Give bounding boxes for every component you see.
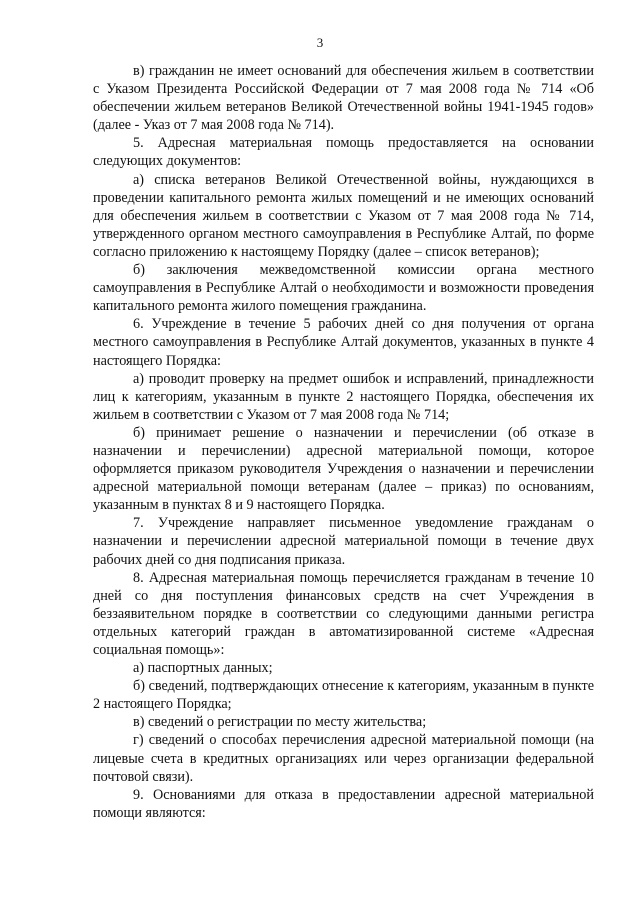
paragraph: б) заключения межведомственной комиссии органа местного самоуправления в Республике Алтай о необходимости и возможности проведения капитального ремонта жилого помещения гражданина. — [93, 262, 594, 315]
paragraph: в) гражданин не имеет оснований для обеспечения жильем в соответствии с Указом Президента Российской Федерации от 7 мая 2008 года № 714 «Об обеспечении жильем ветеранов Великой Отечественной войны 1941-1945 годов» (далее - Указ от 7 мая 2008 года № 714). — [93, 63, 594, 134]
page-number: 3 — [316, 35, 324, 50]
paragraph: а) паспортных данных; — [133, 660, 273, 677]
paragraph: б) сведений, подтверждающих отнесение к категориям, указанным в пункте 2 настоящего Порядка; — [93, 678, 594, 713]
paragraph: в) сведений о регистрации по месту жительства; — [133, 714, 427, 731]
paragraph: а) проводит проверку на предмет ошибок и исправлений, принадлежности лиц к категориям, указанным в пункте 2 настоящего Порядка, обеспечения их жильем в соответствии с Указом от 7 мая 2008 года № 714; — [93, 370, 594, 423]
paragraph: 5. Адресная материальная помощь предоставляется на основании следующих документов: — [93, 135, 594, 170]
paragraph: 9. Основаниями для отказа в предоставлении адресной материальной помощи являются: — [93, 786, 594, 821]
paragraph: б) принимает решение о назначении и перечислении (об отказе в назначении и перечислении) адресной материальной помощи, которое оформляется приказом руководителя Учреждения о назначении и перечислении адресной материальной помощи ветеранам (далее – приказ) по основаниям, указанным в пунктах 8 и 9 настоящего Порядка. — [93, 424, 594, 514]
paragraph: а) списка ветеранов Великой Отечественной войны, нуждающихся в проведении капитального ремонта жилых помещений и не имеющих оснований для обеспечения жильем в соответствии с Указом от 7 мая 2008 года № 714, утвержденного органом местного самоуправления в Республике Алтай, по форме согласно приложению к настоящему Порядку (далее – список ветеранов); — [93, 171, 594, 260]
paragraph: 6. Учреждение в течение 5 рабочих дней со дня получения от органа местного самоуправления в Республике Алтай документов, указанных в пункте 4 настоящего Порядка: — [93, 316, 594, 369]
paragraph: 8. Адресная материальная помощь перечисляется гражданам в течение 10 дней со дня поступления финансовых средств на счет Учреждения в беззаявительном порядке в соответствии со следующими данными регистра отдельных категорий граждан в автоматизированной системе «Адресная социальная помощь»: — [93, 569, 594, 658]
paragraph: 7. Учреждение направляет письменное уведомление гражданам о назначении и перечислении адресной материальной помощи в течение двух рабочих дней со дня подписания приказа. — [93, 515, 594, 568]
paragraph: г) сведений о способах перечисления адресной материальной помощи (на лицевые счета в кредитных организациях или через организации федеральной почтовой связи). — [93, 732, 594, 785]
document-body — [93, 62, 594, 822]
